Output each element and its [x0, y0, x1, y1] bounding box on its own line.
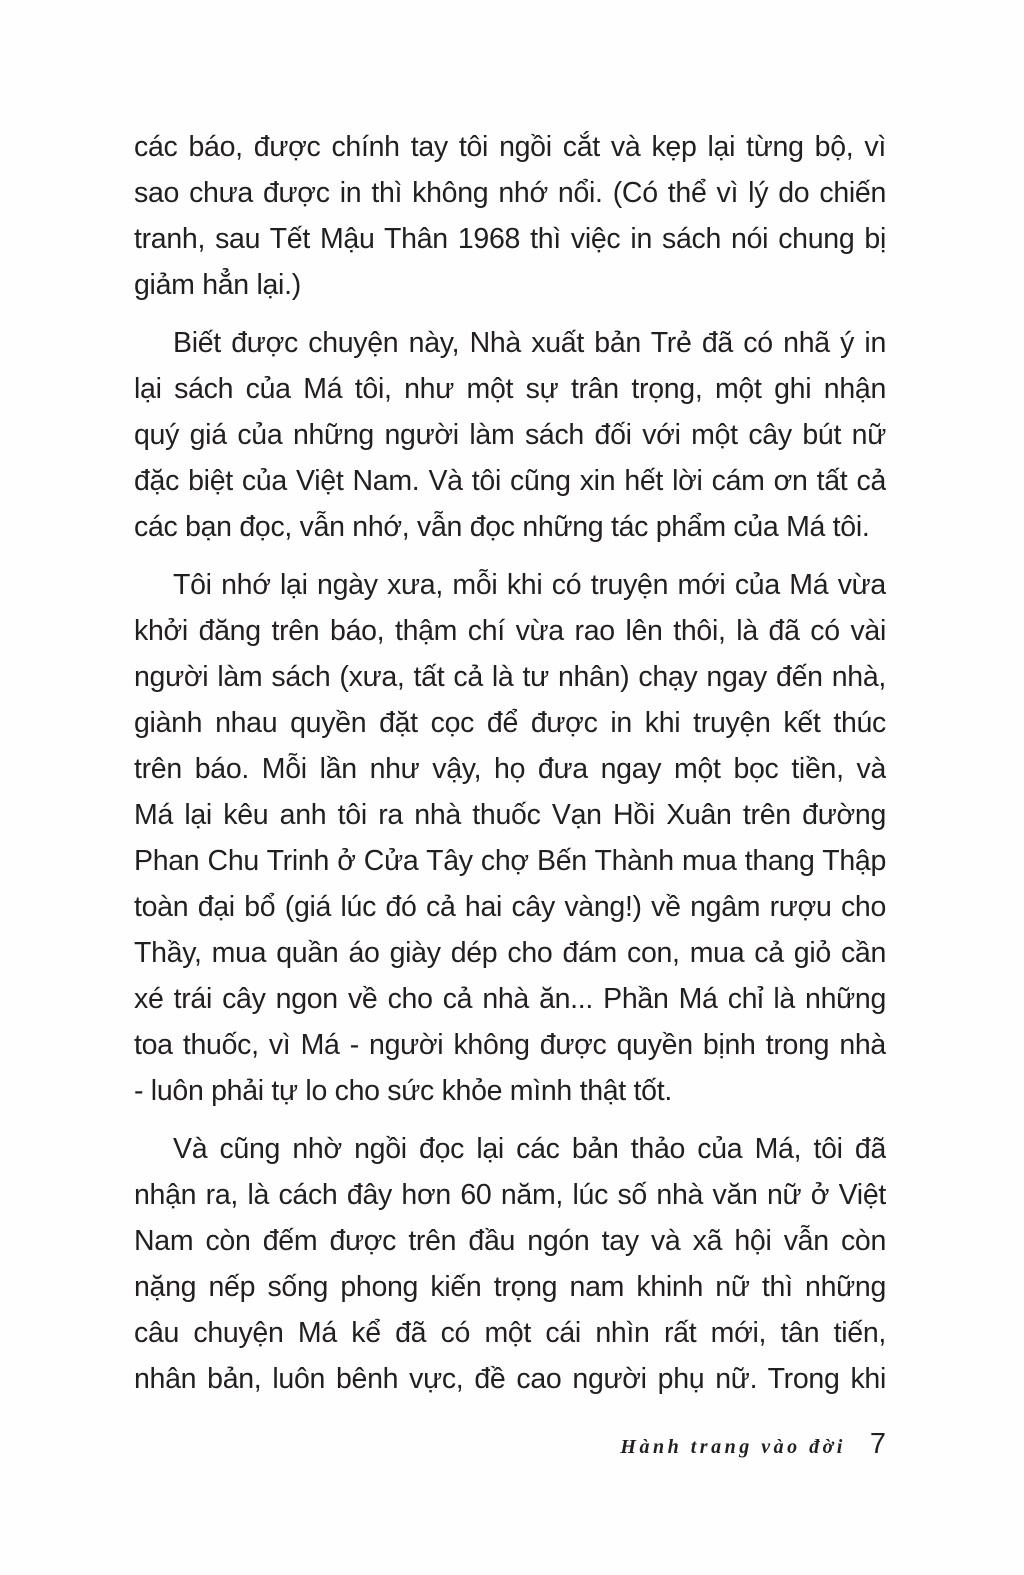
text-line: nhân bản, luôn bênh vực, đề cao người phụ nữ. Trong khi	[134, 1363, 886, 1395]
text-line: giành nhau quyền đặt cọc để được in khi truyện kết thúc	[134, 707, 886, 739]
text-line: khởi đăng trên báo, thậm chí vừa rao lên thôi, là đã có vài	[134, 615, 886, 647]
text-line: nặng nếp sống phong kiến trọng nam khinh nữ thì những	[134, 1271, 886, 1303]
text-line: người làm sách (xưa, tất cả là tư nhân) chạy ngay đến nhà,	[134, 661, 886, 693]
running-title: Hành trang vào đời	[620, 1436, 846, 1458]
text-line: Tôi nhớ lại ngày xưa, mỗi khi có truyện mới của Má vừa	[173, 569, 886, 601]
paragraph	[134, 1126, 886, 1402]
text-line: Má lại kêu anh tôi ra nhà thuốc Vạn Hồi Xuân trên đường	[134, 799, 886, 831]
text-line: Thầy, mua quần áo giày dép cho đám con, mua cả giỏ cần	[134, 937, 886, 969]
text-line: nhận ra, là cách đây hơn 60 năm, lúc số nhà văn nữ ở Việt	[134, 1179, 886, 1211]
text-line: các báo, được chính tay tôi ngồi cắt và kẹp lại từng bộ, vì	[134, 131, 886, 163]
text-line: Và cũng nhờ ngồi đọc lại các bản thảo của Má, tôi đã	[173, 1133, 886, 1165]
text-line: lại sách của Má tôi, như một sự trân trọng, một ghi nhận	[134, 373, 886, 405]
text-line: - luôn phải tự lo cho sức khỏe mình thật tốt.	[134, 1075, 672, 1107]
body-text	[134, 124, 886, 1414]
text-line: quý giá của những người làm sách đối với một cây bút nữ	[134, 419, 886, 451]
page-number: 7	[869, 1428, 886, 1460]
paragraph	[134, 124, 886, 308]
text-line: Phan Chu Trinh ở Cửa Tây chợ Bến Thành mua thang Thập	[134, 845, 886, 877]
paragraph	[134, 320, 886, 550]
text-line: Nam còn đếm được trên đầu ngón tay và xã hội vẫn còn	[134, 1225, 886, 1257]
text-line: Biết được chuyện này, Nhà xuất bản Trẻ đã có nhã ý in	[173, 327, 886, 359]
text-line: tranh, sau Tết Mậu Thân 1968 thì việc in sách nói chung bị	[134, 223, 886, 255]
text-line: câu chuyện Má kể đã có một cái nhìn rất mới, tân tiến,	[134, 1317, 886, 1349]
text-line: toa thuốc, vì Má - người không được quyền bịnh trong nhà	[134, 1029, 886, 1061]
text-line: toàn đại bổ (giá lúc đó cả hai cây vàng!) về ngâm rượu cho	[134, 891, 886, 923]
text-line: trên báo. Mỗi lần như vậy, họ đưa ngay một bọc tiền, và	[134, 753, 886, 785]
page-footer	[620, 1428, 886, 1461]
text-line: xé trái cây ngon về cho cả nhà ăn... Phần Má chỉ là những	[134, 983, 886, 1015]
text-line: các bạn đọc, vẫn nhớ, vẫn đọc những tác phẩm của Má tôi.	[134, 511, 870, 543]
text-line: đặc biệt của Việt Nam. Và tôi cũng xin hết lời cám ơn tất cả	[134, 465, 886, 497]
text-line: giảm hẳn lại.)	[134, 269, 301, 301]
text-line: sao chưa được in thì không nhớ nổi. (Có thể vì lý do chiến	[134, 177, 886, 209]
paragraph	[134, 562, 886, 1114]
